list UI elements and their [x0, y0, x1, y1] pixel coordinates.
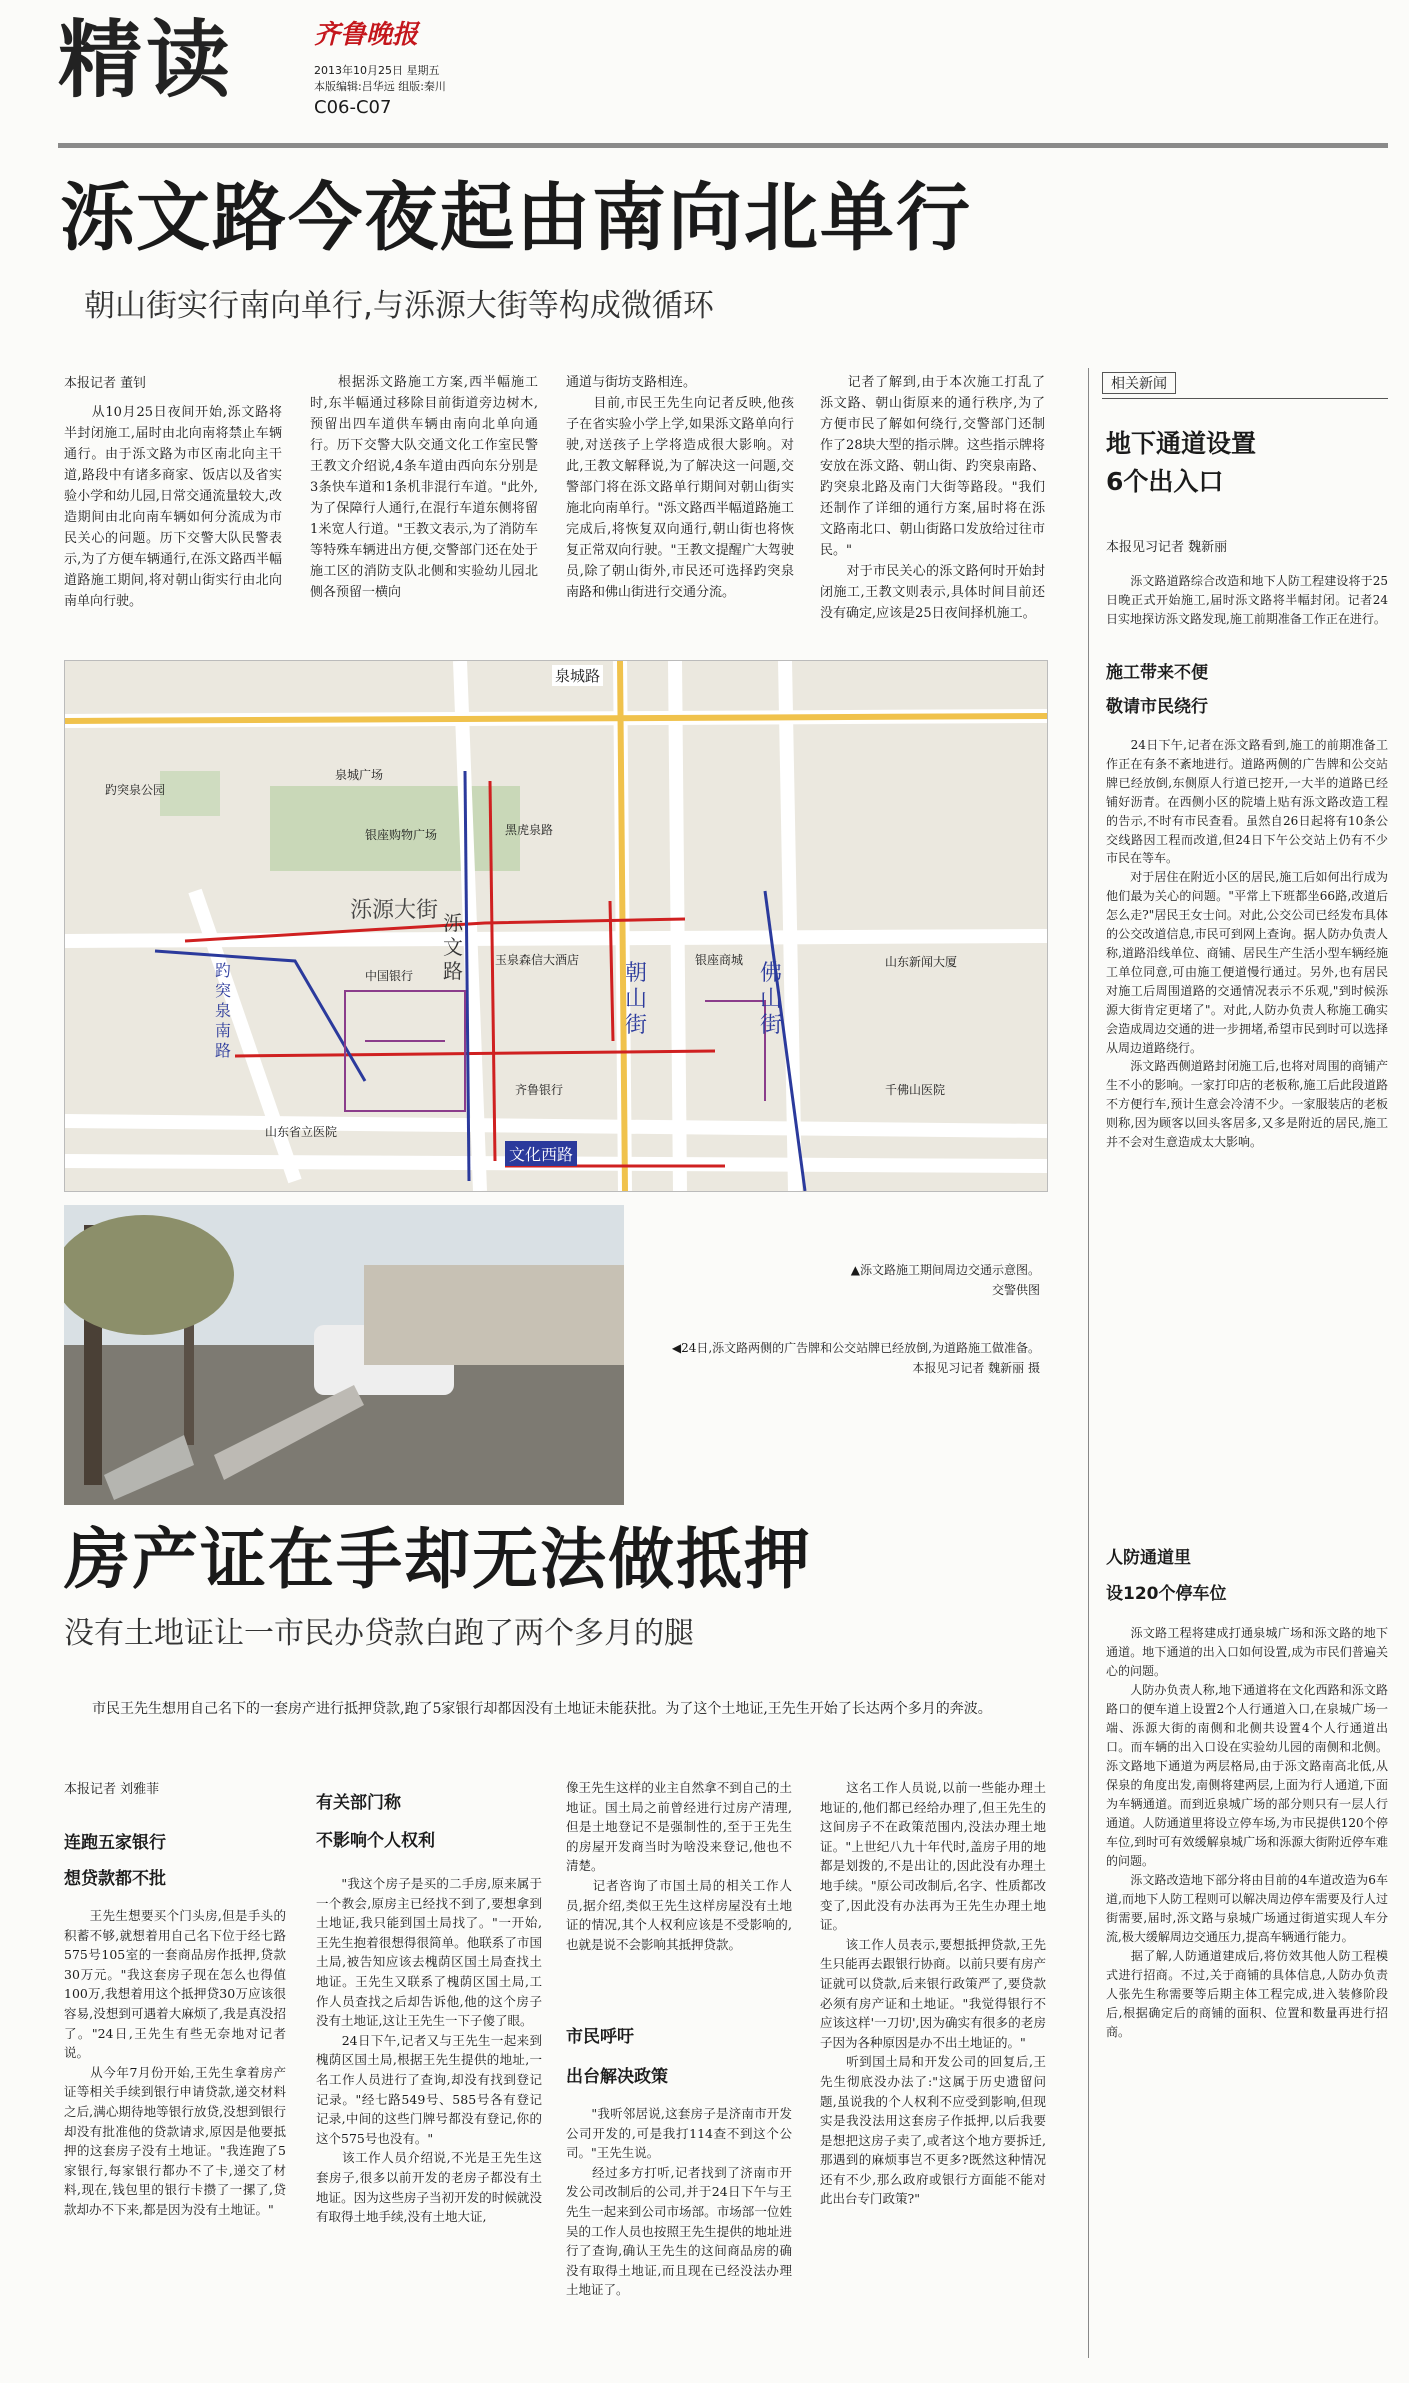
construction-photo-graphic	[64, 1205, 624, 1505]
story1-col4: 记者了解到,由于本次施工打乱了泺文路、朝山街原来的通行秩序,为了方便市民了解如何绕行,交警部门还制作了28块大型的指示牌。这些指示牌将安放在泺文路、朝山街、趵突泉南路、趵突泉北路及南门大街等路段。"我们还制作了详细的通行方案,届时将在泺文路南北口、朝山街路口发放给过往市民。" 对于市民关心的泺文路何时开始封闭施工,王教文则表示,具体时间目前还没有确定,应该是25日夜间择机施工。	[820, 375, 1045, 621]
sidebar-divider	[1088, 368, 1089, 2358]
story2-headline: 房产证在手却无法做抵押	[64, 1521, 812, 1598]
issue-date: 2013年10月25日 星期五	[314, 64, 440, 77]
sidebar-title: 地下通道设置 6个出入口	[1106, 429, 1257, 496]
story2-lead: 市民王先生想用自己名下的一套房产进行抵押贷款,跑了5家银行却都因没有土地证未能获批。为了这个土地证,王先生开始了长达两个多月的奔波。	[64, 1701, 992, 1717]
construction-photo	[64, 1205, 624, 1505]
story1-headline: 泺文路今夜起由南向北单行	[60, 175, 972, 261]
story2-col1: 王先生想要买个门头房,但是手头的积蓄不够,就想着用自己名下位于经七路575号105室的一套商品房作抵押,贷款30万元。"我这套房子现在怎么也得值100万,我想着用这个抵押贷30万应该很容易,没想到可遇着大麻烦了,我是真没招了。"24日,王先生有些无奈地对记者说。 从今年7月份开始,王先生拿着房产证等相关手续到银行申请贷款,递交材料之后,满心期待地等银行放贷,没想到银行却没有批准他的贷款请求,原因是他要抵押的这套房子没有土地证。"我连跑了5家银行,每家银行都办不了卡,递交了材料,现在,钱包里的银行卡攒了一摞了,贷款却办不下来,都是因为没有土地证。"	[64, 1908, 286, 2217]
story2-col3a: 像王先生这样的业主自然拿不到自己的土地证。国土局之前曾经进行过房产清理,但是土地登记不是强制性的,至于王先生的房屋开发商当时为啥没来登记,他也不清楚。 记者咨询了市国土局的相关工作人员,据介绍,类似王先生这样房屋没有土地证的情况,其个人权利应该是不受影响的,也就是说不会影响其抵押贷款。	[566, 1780, 792, 1952]
sidebar-p2: 24日下午,记者在泺文路看到,施工的前期准备工作正在有条不紊地进行。道路两侧的广告牌和公交站牌已经放倒,东侧原人行道已挖开,一大半的道路已经铺好沥青。在西侧小区的院墙上贴有泺文路改造工程的告示,不时有市民查看。虽然自26日起将有10条公交线路因工程而改道,但24日下午公交站上仍有不少市民在等车。 对于居住在附近小区的居民,施工后如何出行成为他们最为关心的问题。"平常上下班都坐66路,改道后怎么走?"居民王女士问。对此,公交公司已经发布具体的公交改道信息,市民可到网上查询。据人防办负责人称,道路沿线单位、商铺、居民生产生活小型车辆经施工单位同意,可由施工便道慢行通过。另外,也有居民对施工后周围道路的交通情况表示不乐观,"到时候泺源大街肯定更堵了"。对此,人防办负责人称施工确实会造成周边交通的进一步拥堵,希望市民到时可以选择从周边道路绕行。 泺文路西侧道路封闭施工后,也将对周围的商铺产生不小的影响。一家打印店的老板称,施工后此段道路不方便行车,预计生意会冷清不少。一家服装店的老板则称,因为顾客以回头客居多,又多是附近的居民,施工并不会对生意造成太大影响。	[1106, 738, 1388, 1150]
paper-logo: 齐鲁晚报	[314, 20, 419, 50]
map-label-quanchenglu: 泉城路	[552, 665, 603, 686]
map-label-baotuquan-park: 趵突泉公园	[105, 783, 166, 797]
sidebar-sub1a: 施工带来不便	[1106, 663, 1208, 683]
map-label-bank-of-china: 中国银行	[365, 969, 414, 983]
map-label-baotuquannanlu: 趵突泉南路	[215, 961, 232, 1060]
map-label-news-building: 山东新闻大厦	[885, 955, 958, 969]
map-label-luowenlu: 泺文路	[443, 911, 463, 983]
story2-byline: 本报记者 刘雅菲	[64, 1782, 160, 1797]
story1-col3: 通道与街坊支路相连。 目前,市民王先生向记者反映,他孩子在省实验小学上学,如果泺文路单向行驶,对送孩子上学将造成很大影响。对此,王教文解释说,为了解决这一问题,交警部门将在泺文路单行期间对朝山街实施北向南单行。"泺文路西半幅道路施工完成后,将恢复双向通行,朝山街也将恢复正常双向行驶。"王教文提醒广大驾驶员,除了朝山街外,市民还可选择趵突泉南路和佛山街进行交通分流。	[566, 375, 794, 600]
map-label-provincial-hospital: 山东省立医院	[265, 1125, 338, 1139]
map-caption: ▲泺文路施工期间周边交通示意图。 交警供图	[850, 1263, 1040, 1297]
story2-col4: 这名工作人员说,以前一些能办理土地证的,他们都已经给办理了,但王先生的这间房子不在政策范围内,没法办理土地证。"上世纪八九十年代时,盖房子用的地都是划拨的,不是出让的,因此没有办理土地手续。"原公司改制后,名字、性质都改变了,因此没有办法再为王先生办理土地证。 该工作人员表示,要想抵押贷款,王先生只能再去跟银行协商。以前只要有房产证就可以贷款,后来银行政策严了,要贷款必须有房产证和土地证。"我觉得银行不应该这样'一刀切',因为确实有很多的老房子因为各种原因是办不出土地证的。" 听到国土局和开发公司的回复后,王先生彻底没办法了:"这属于历史遗留问题,虽说我的个人权利不应受到影响,但现实是我没法用这套房子作抵押,以后我要是想把这房子卖了,或者这个地方要拆迁,那遇到的麻烦事岂不更多?既然这种情况还有不少,那么政府或银行方面能不能对此出台专门政策?"	[820, 1780, 1046, 2207]
page-range: C06-C07	[314, 97, 392, 118]
editor-credits: 本版编辑:吕华远 组版:秦川	[314, 80, 446, 93]
map-label-quanchengguangchang: 泉城广场	[335, 768, 384, 782]
traffic-map	[64, 660, 1048, 1192]
story2-s3a: 市民呼吁	[566, 2027, 634, 2047]
story1-subhead: 朝山街实行南向单行,与泺源大街等构成微循环	[84, 288, 714, 324]
map-label-yinzuo: 银座购物广场	[365, 828, 438, 842]
story2-col3b: "我听邻居说,这套房子是济南市开发公司开发的,可是我打114查不到这个公司。"王先生说。 经过多方打听,记者找到了济南市开发公司改制后的公司,并于24日下午与王先生一起来到公司市场部。市场部一位姓吴的工作人员也按照王先生提供的地址进行了查询,确认王先生的这间商品房的确没有取得土地证,而且现在已经没法办理土地证了。	[566, 2106, 792, 2298]
sidebar-sub2a: 人防通道里	[1106, 1548, 1191, 1568]
sidebar-sub2b: 设120个停车位	[1106, 1584, 1227, 1604]
story2-col2: "我这个房子是买的二手房,原来属于一个教会,原房主已经找不到了,要想拿到土地证,我只能到国土局找了。"一开始,王先生抱着很想得很简单。他联系了市国土局,被告知应该去槐荫区国土局查找土地证。王先生又联系了槐荫区国土局,工作人员查找之后却告诉他,他的这个房子没有土地证,这让王先生一下子傻了眼。 24日下午,记者又与王先生一起来到槐荫区国土局,根据王先生提供的地址,一名工作人员进行了查询,却没有找到登记记录。"经七路549号、585号各有登记记录,中间的这些门牌号都没有登记,你的这个575号也没有。" 该工作人员介绍说,不光是王先生这套房子,很多以前开发的老房子都没有土地证。因为这些房子当初开发的时候就没有取得土地手续,没有土地大证,	[316, 1876, 542, 2225]
story2-subhead: 没有土地证让一市民办贷款白跑了两个多月的腿	[64, 1616, 694, 1651]
map-label-yuquan-hotel: 玉泉森信大酒店	[495, 953, 580, 967]
map-label-chaoshanjie: 朝山街	[625, 961, 648, 1038]
masthead-rule	[58, 143, 1388, 148]
map-label-yinzuo-mall: 银座商城	[695, 953, 744, 967]
photo-caption: ◀24日,泺文路两侧的广告牌和公交站牌已经放倒,为道路施工做准备。 本报见习记者 魏新丽 摄	[671, 1341, 1040, 1375]
story1-col1: 从10月25日夜间开始,泺文路将半封闭施工,届时由北向南将禁止车辆通行。由于泺文路为市区南北向主干道,路段中有诸多商家、饭店以及省实验小学和幼儿园,日常交通流量较大,改造期间由北向南车辆如何分流成为市民关心的问题。历下交警大队民警表示,为了方便车辆通行,在泺文路西半幅道路施工期间,将对朝山街实行由北向南单向行驶。	[64, 405, 282, 609]
map-label-foshanjie: 佛山街	[760, 961, 783, 1038]
section-title: 精读	[58, 11, 235, 109]
story2-s2a: 有关部门称	[316, 1793, 401, 1813]
sidebar-byline: 本报见习记者 魏新丽	[1106, 540, 1228, 555]
sidebar-top-rule	[1102, 398, 1388, 399]
story2-s2b: 不影响个人权利	[316, 1831, 435, 1851]
map-label-wenhuaxilu: 文化西路	[505, 1141, 577, 1166]
traffic-map-graphic	[65, 661, 1047, 1191]
map-label-qianfoshan-hospital: 千佛山医院	[885, 1083, 946, 1097]
sidebar-p1: 泺文路道路综合改造和地下人防工程建设将于25日晚正式开始施工,届时泺文路将半幅封闭。记者24日实地探访泺文路发现,施工前期准备工作正在进行。	[1106, 574, 1388, 626]
story2-s1b: 想贷款都不批	[64, 1869, 166, 1889]
map-label-heihuquanlu: 黑虎泉路	[505, 823, 554, 837]
sidebar-p3: 泺文路工程将建成打通泉城广场和泺文路的地下通道。地下通道的出入口如何设置,成为市民们普遍关心的问题。 人防办负责人称,地下通道将在文化西路和泺文路路口的便车道上设置2个人行通道入口,在泉城广场一端、泺源大街的南侧和北侧共设置4个人行通道出口。而车辆的出入口设在实验幼儿园的南侧和北侧。泺文路地下通道为两层格局,由于泺文路南高北低,从保泉的角度出发,南侧将建两层,上面为行人通道,下面为车辆通道。而到近泉城广场的部分则只有一层人行通道。人防通道里将设立停车场,为市民提供120个停车位,到时可有效缓解泉城广场和泺源大街附近停车难的问题。 泺文路改造地下部分将由目前的4车道改造为6车道,而地下人防工程则可以解决周边停车需要及行人过街需要,届时,泺文路与泉城广场通过街道实现人车分流,极大缓解周边交通压力,提高车辆通行能力。 据了解,人防通道建成后,将仿效其他人防工程模式进行招商。不过,关于商铺的具体信息,人防办负责人张先生称需要等后期主体工程完成,进入装修阶段后,根据确定后的商铺的面积、位置和数量再进行招商。	[1106, 1626, 1388, 2039]
map-label-qilu-bank: 齐鲁银行	[515, 1083, 564, 1097]
map-label-luoyuandajie: 泺源大街	[350, 898, 439, 923]
sidebar-sub1b: 敬请市民绕行	[1106, 697, 1208, 717]
story1-byline: 本报记者 董钊	[64, 376, 147, 391]
story2-s1a: 连跑五家银行	[64, 1833, 166, 1853]
sidebar-kicker: 相关新闻	[1102, 372, 1176, 394]
story2-s3b: 出台解决政策	[566, 2067, 668, 2087]
story1-col2: 根据泺文路施工方案,西半幅施工时,东半幅通过移除目前街道旁边树木,预留出四车道供车辆由南向北单向通行。历下交警大队交通文化工作室民警王教文介绍说,4条车道由西向东分别是3条快车道和1条机非混行车道。"此外,为了保障行人通行,在混行车道东侧将留1米宽人行道。"王教文表示,为了消防车等特殊车辆进出方便,交警部门还在处于施工区的消防支队北侧和实验幼儿园北侧各预留一横向	[310, 375, 538, 600]
